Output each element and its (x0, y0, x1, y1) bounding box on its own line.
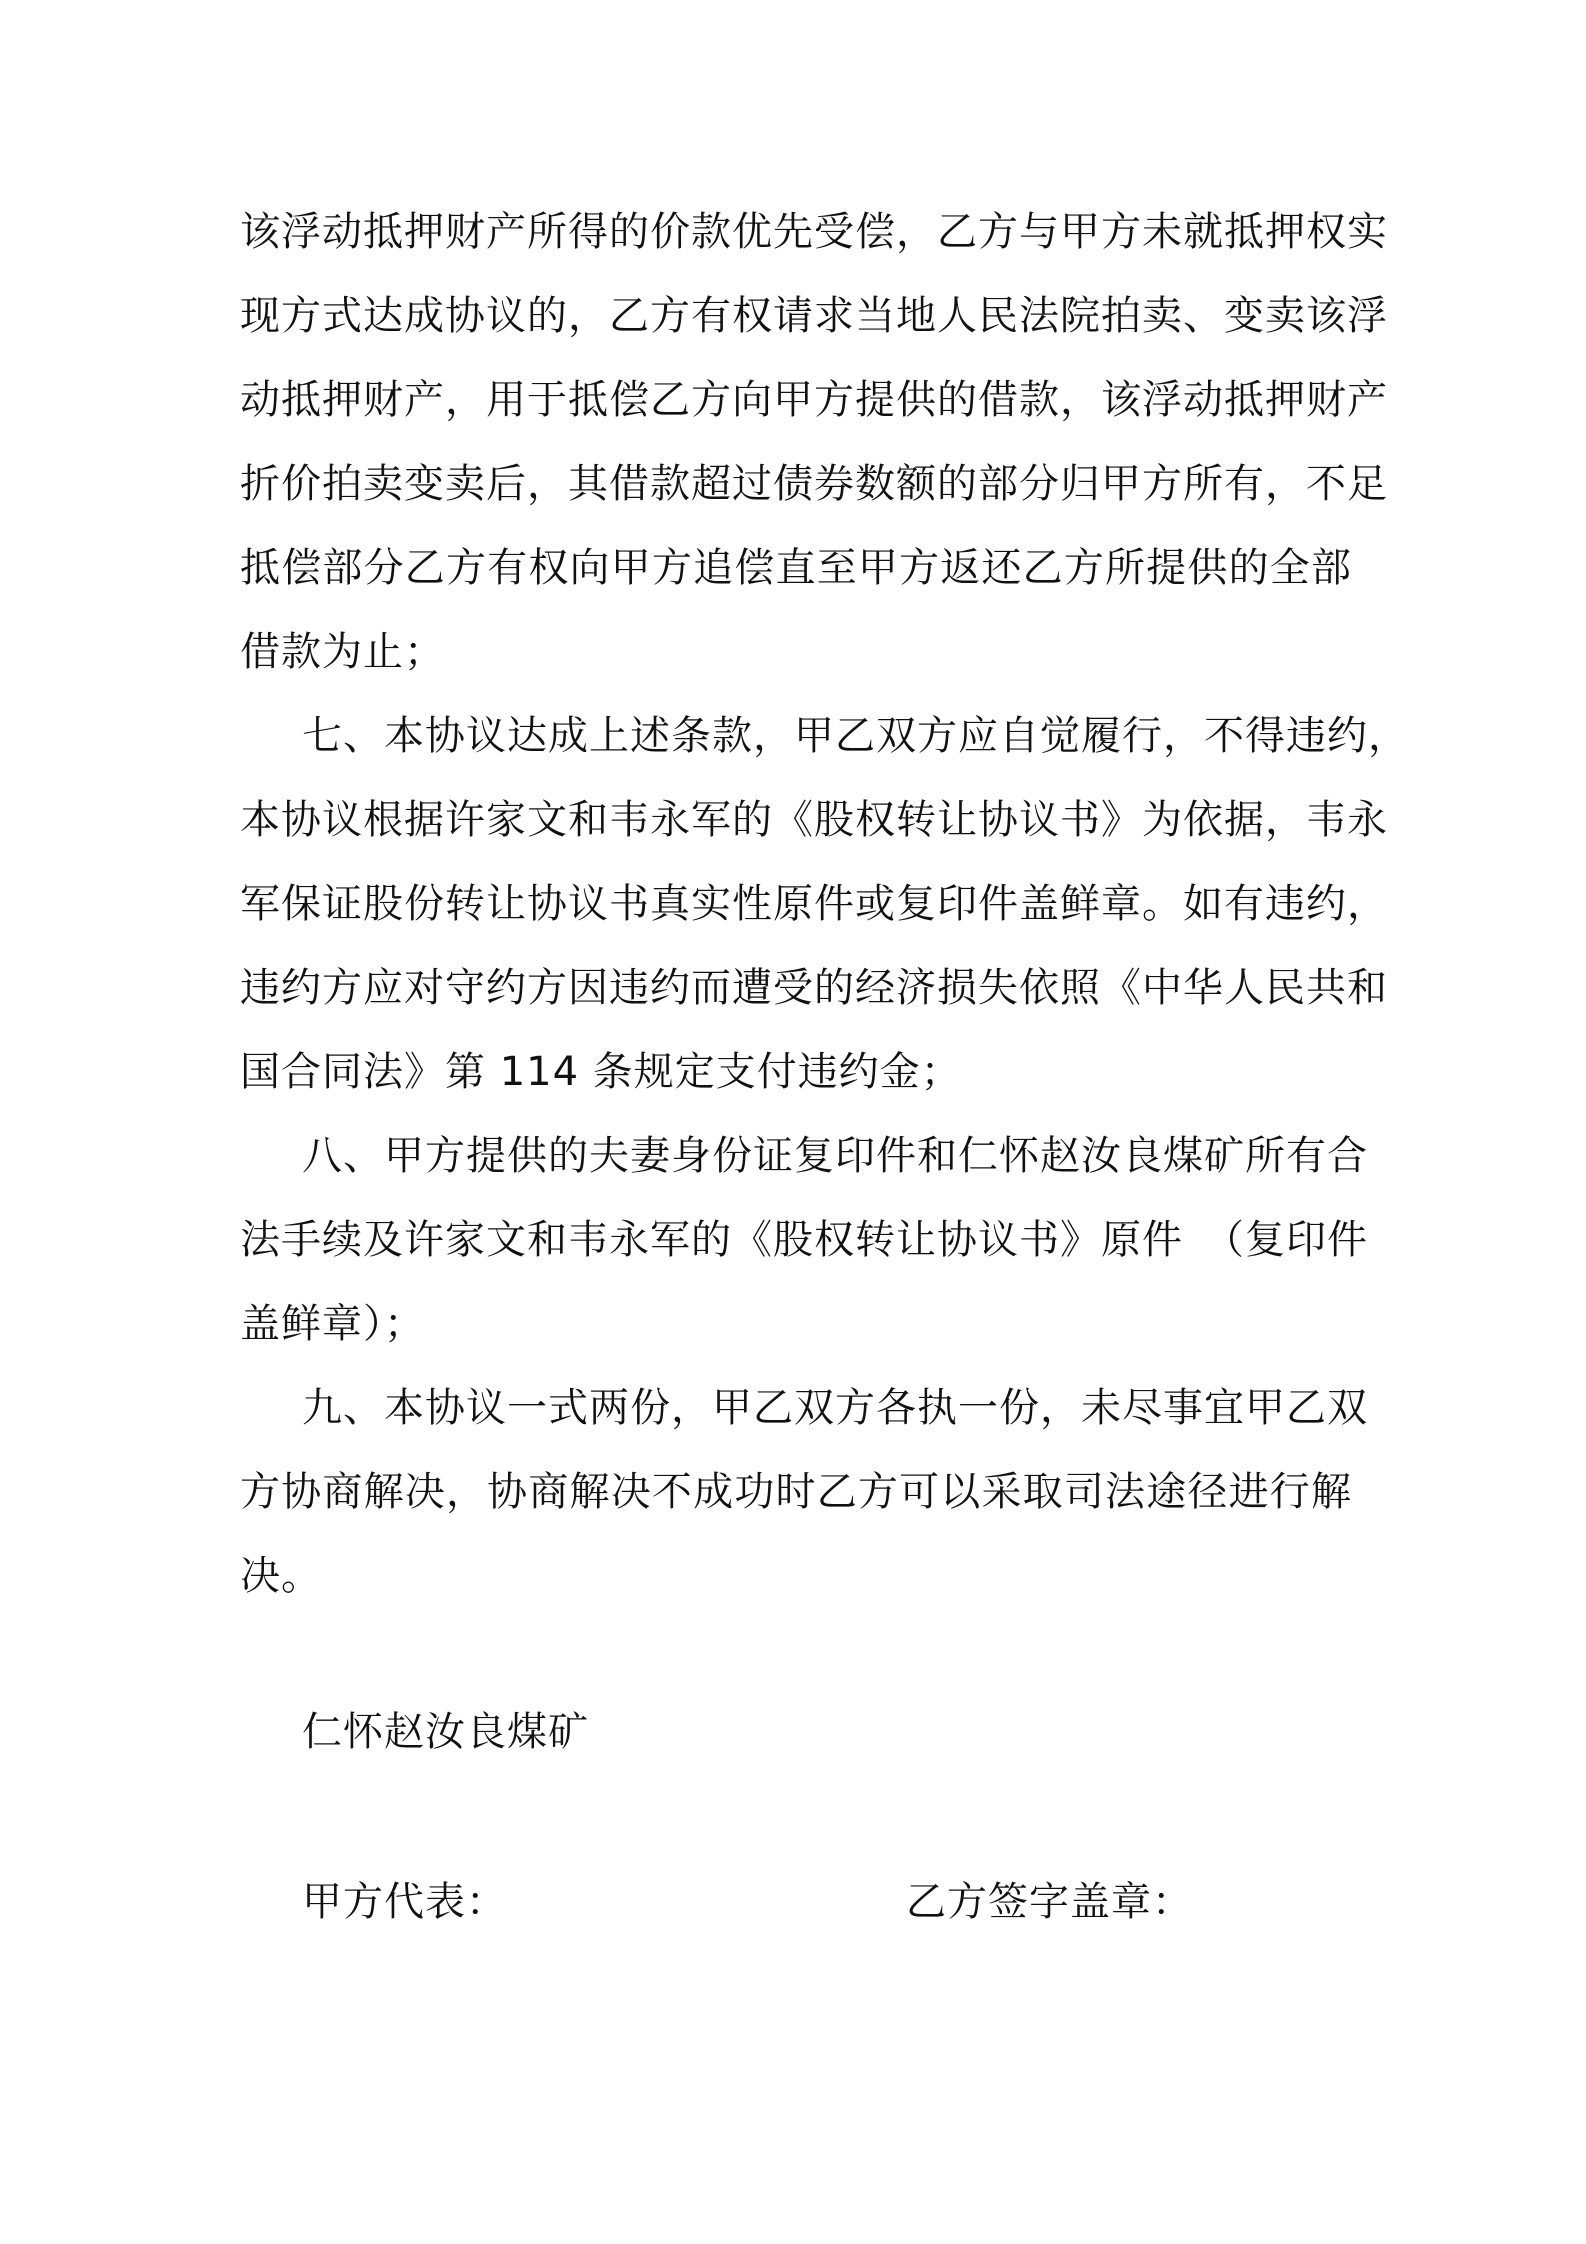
text-line: 法手续及许家文和韦永军的《股权转让协议书》原件 （复印件 (240, 1217, 1368, 1263)
paragraph-8 (240, 1114, 1368, 1366)
text-line: 国合同法》第 114 条规定支付违约金； (240, 1049, 962, 1095)
text-line: 借款为止； (240, 629, 445, 675)
document-body (240, 190, 1409, 1618)
party-b-signature-label: 乙方签字盖章： (906, 1879, 1193, 1925)
text-line: 现方式达成协议的，乙方有权请求当地人民法院拍卖、变卖该浮 (240, 293, 1388, 339)
text-line: 七、本协议达成上述条款，甲乙双方应自觉履行，不得违约， (302, 713, 1409, 759)
text-line: 八、甲方提供的夫妻身份证复印件和仁怀赵汝良煤矿所有合 (302, 1133, 1368, 1179)
text-line: 决。 (240, 1553, 322, 1599)
company-name: 仁怀赵汝良煤矿 (302, 1709, 589, 1755)
text-line: 盖鲜章）； (240, 1301, 425, 1347)
text-line: 抵偿部分乙方有权向甲方追偿直至甲方返还乙方所提供的全部 (240, 545, 1352, 591)
text-line: 本协议根据许家文和韦永军的《股权转让协议书》为依据，韦永 (240, 797, 1388, 843)
text-line: 动抵押财产，用于抵偿乙方向甲方提供的借款，该浮动抵押财产 (240, 377, 1388, 423)
paragraph-9 (240, 1366, 1368, 1618)
text-line: 军保证股份转让协议书真实性原件或复印件盖鲜章。如有违约， (240, 881, 1388, 927)
text-line: 九、本协议一式两份，甲乙双方各执一份，未尽事宜甲乙双 (302, 1385, 1368, 1431)
text-line: 折价拍卖变卖后，其借款超过债券数额的部分归甲方所有，不足 (240, 461, 1388, 507)
text-line: 违约方应对守约方因违约而遭受的经济损失依照《中华人民共和 (240, 965, 1388, 1011)
paragraph-7 (240, 694, 1409, 1114)
paragraph-6-continued (240, 190, 1388, 694)
party-a-signature-label: 甲方代表： (302, 1879, 507, 1925)
text-line: 该浮动抵押财产所得的价款优先受偿，乙方与甲方未就抵押权实 (240, 209, 1388, 255)
text-line: 方协商解决，协商解决不成功时乙方可以采取司法途径进行解 (240, 1469, 1352, 1515)
